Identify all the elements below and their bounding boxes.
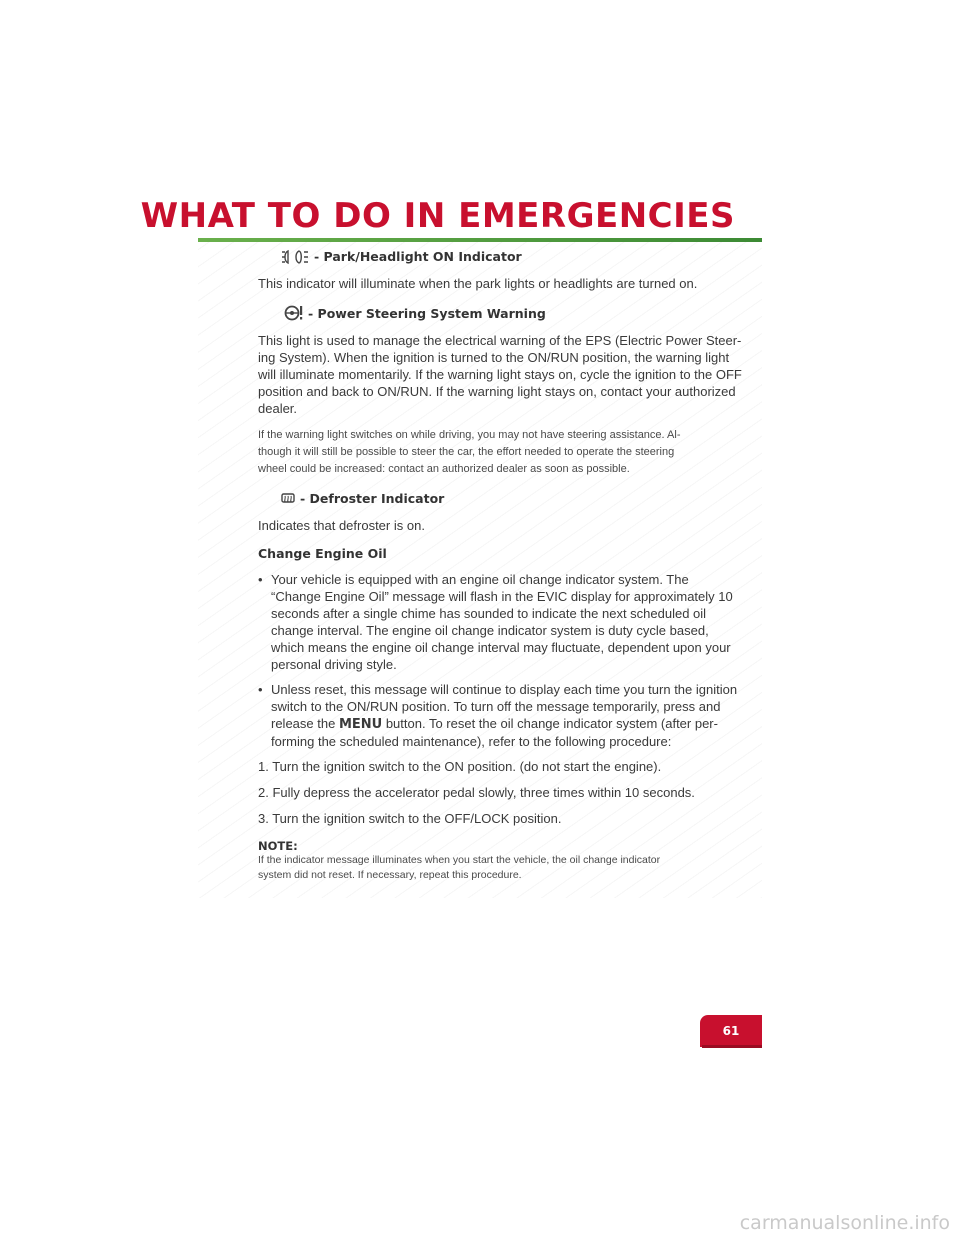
oil-bullet-1: • Your vehicle is equipped with an engine oil change indicator system. The “Change Engine Oil” message will flash in the EVIC display for approximately 10 seconds after a single chime has sounded to indicate the next scheduled oil change interval. The engine oil change indicator system is duty cycle based, which means the engine oil change interval may fluctuate, dependent upon your personal driving style. xyxy=(258,572,733,672)
park-indicator-text: This indicator will illuminate when the park lights or headlights are turned on. xyxy=(258,276,698,291)
power-steering-warning-icon xyxy=(284,304,304,322)
defroster-icon xyxy=(280,491,296,507)
defroster-indicator-text: Indicates that defroster is on. xyxy=(258,518,425,533)
defroster-indicator-heading xyxy=(258,490,748,507)
bullet-dot: • xyxy=(258,572,263,587)
watermark: carmanualsonline.info xyxy=(739,1212,950,1234)
change-engine-oil-heading: Change Engine Oil xyxy=(258,546,387,561)
menu-button-label: MENU xyxy=(338,717,383,732)
eps-warning-text: This light is used to manage the electrical warning of the EPS (Electric Power Steer- ing System). When the ignition is turned to the ON/RUN position, the warning light will illuminate momentarily. If the warning light stays on, cycle the ignition to the OFF position and back to ON/RUN. If the warning light stays on, contact your authorized dealer. xyxy=(258,333,742,416)
eps-warning-caution: If the warning light switches on while driving, you may not have steering assistance. Al- though it will still be possible to steer the car, the effort needed to operate the steering wheel could be increased: contact an authorized dealer as soon as possible. xyxy=(258,429,681,475)
eps-warning-heading xyxy=(258,304,748,322)
page-title: WHAT TO DO IN EMERGENCIES xyxy=(140,196,735,236)
park-headlight-icon xyxy=(280,249,310,265)
note-text: If the indicator message illuminates when you start the vehicle, the oil change indicator system did not reset. If necessary, repeat this procedure. xyxy=(258,854,661,881)
defroster-indicator-title: - Defroster Indicator xyxy=(300,491,445,506)
oil-bullet-2: • Unless reset, this message will continue to display each time you turn the ignition switch to the ON/RUN position. To turn off the message temporarily, press and release the MENU button. To reset the oil change indicator system (after per- forming the scheduled maintenance), refer to the following procedure: xyxy=(258,682,738,749)
step-1: 1. Turn the ignition switch to the ON position. (do not start the engine). xyxy=(258,759,662,774)
eps-warning-title: - Power Steering System Warning xyxy=(308,305,546,321)
header-rule xyxy=(198,238,762,242)
park-indicator-heading xyxy=(258,248,748,265)
park-indicator-title: - Park/Headlight ON Indicator xyxy=(314,249,522,264)
page-number: 61 xyxy=(722,1024,740,1038)
page-number-tab xyxy=(700,1015,762,1047)
page-tab-shadow xyxy=(702,1045,762,1048)
note-label: NOTE: xyxy=(258,839,298,853)
step-2: 2. Fully depress the accelerator pedal slowly, three times within 10 seconds. xyxy=(258,785,695,800)
step-3: 3. Turn the ignition switch to the OFF/LOCK position. xyxy=(258,811,562,826)
page-content xyxy=(258,248,748,883)
bullet-dot: • xyxy=(258,682,263,697)
